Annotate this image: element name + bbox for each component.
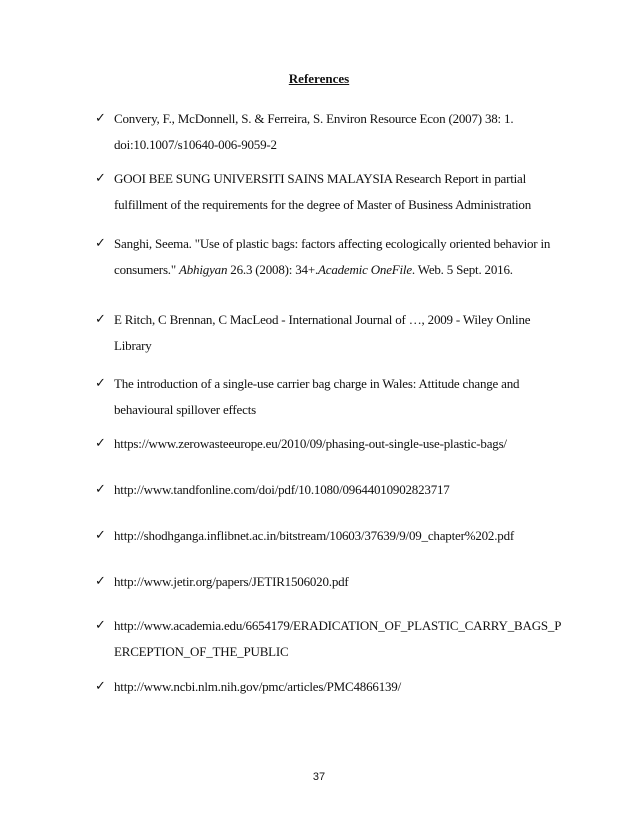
reference-link[interactable]: http://www.tandfonline.com/doi/pdf/10.1080/09644010902823717 bbox=[114, 482, 450, 497]
reference-line: Convery, F., McDonnell, S. & Ferreira, S. Environ Resource Econ (2007) 38: 1. bbox=[114, 111, 514, 126]
reference-item bbox=[95, 613, 565, 665]
reference-line: doi:10.1007/s10640-006-9059-2 bbox=[114, 137, 277, 152]
reference-item bbox=[95, 431, 565, 457]
reference-item bbox=[95, 477, 565, 503]
reference-line: fulfillment of the requirements for the degree of Master of Business Administration bbox=[114, 197, 531, 212]
reference-line: behavioural spillover effects bbox=[114, 402, 256, 417]
checkmark-icon: ✓ bbox=[95, 528, 106, 543]
reference-line: GOOI BEE SUNG UNIVERSITI SAINS MALAYSIA Research Report in partial bbox=[114, 171, 527, 186]
checkmark-icon: ✓ bbox=[95, 312, 106, 327]
reference-link[interactable]: http://www.academia.edu/6654179/ERADICATION_OF_PLASTIC_CARRY_BAGS_P bbox=[114, 618, 562, 633]
reference-line: E Ritch, C Brennan, C MacLeod - International Journal of …, 2009 - Wiley Online bbox=[114, 312, 531, 327]
reference-item bbox=[95, 307, 565, 359]
checkmark-icon: ✓ bbox=[95, 111, 106, 126]
checkmark-icon: ✓ bbox=[95, 482, 106, 497]
checkmark-icon: ✓ bbox=[95, 618, 106, 633]
page-title: References bbox=[288, 71, 350, 86]
reference-item bbox=[95, 371, 565, 423]
reference-item bbox=[95, 166, 565, 218]
checkmark-icon: ✓ bbox=[95, 376, 106, 391]
reference-line: Library bbox=[114, 338, 152, 353]
reference-item bbox=[95, 569, 565, 595]
checkmark-icon: ✓ bbox=[95, 574, 106, 589]
reference-link[interactable]: http://shodhganga.inflibnet.ac.in/bitstream/10603/37639/9/09_chapter%202.pdf bbox=[114, 528, 515, 543]
reference-link[interactable]: http://www.jetir.org/papers/JETIR1506020.pdf bbox=[114, 574, 349, 589]
reference-item bbox=[95, 523, 565, 549]
reference-item bbox=[95, 231, 565, 283]
reference-link[interactable]: https://www.zerowasteeurope.eu/2010/09/phasing-out-single-use-plastic-bags/ bbox=[114, 436, 507, 451]
reference-item bbox=[95, 106, 565, 158]
reference-line: consumers." Abhigyan 26.3 (2008): 34+.Academic OneFile. Web. 5 Sept. 2016. bbox=[114, 262, 513, 277]
reference-item bbox=[95, 674, 565, 700]
reference-line: The introduction of a single-use carrier bag charge in Wales: Attitude change and bbox=[114, 376, 520, 391]
reference-line: Sanghi, Seema. "Use of plastic bags: factors affecting ecologically oriented behavior in bbox=[114, 236, 551, 251]
checkmark-icon: ✓ bbox=[95, 436, 106, 451]
reference-link[interactable]: ERCEPTION_OF_THE_PUBLIC bbox=[114, 644, 289, 659]
checkmark-icon: ✓ bbox=[95, 171, 106, 186]
reference-link[interactable]: http://www.ncbi.nlm.nih.gov/pmc/articles/PMC4866139/ bbox=[114, 679, 402, 694]
checkmark-icon: ✓ bbox=[95, 236, 106, 251]
checkmark-icon: ✓ bbox=[95, 679, 106, 694]
page-number: 37 bbox=[312, 771, 326, 783]
